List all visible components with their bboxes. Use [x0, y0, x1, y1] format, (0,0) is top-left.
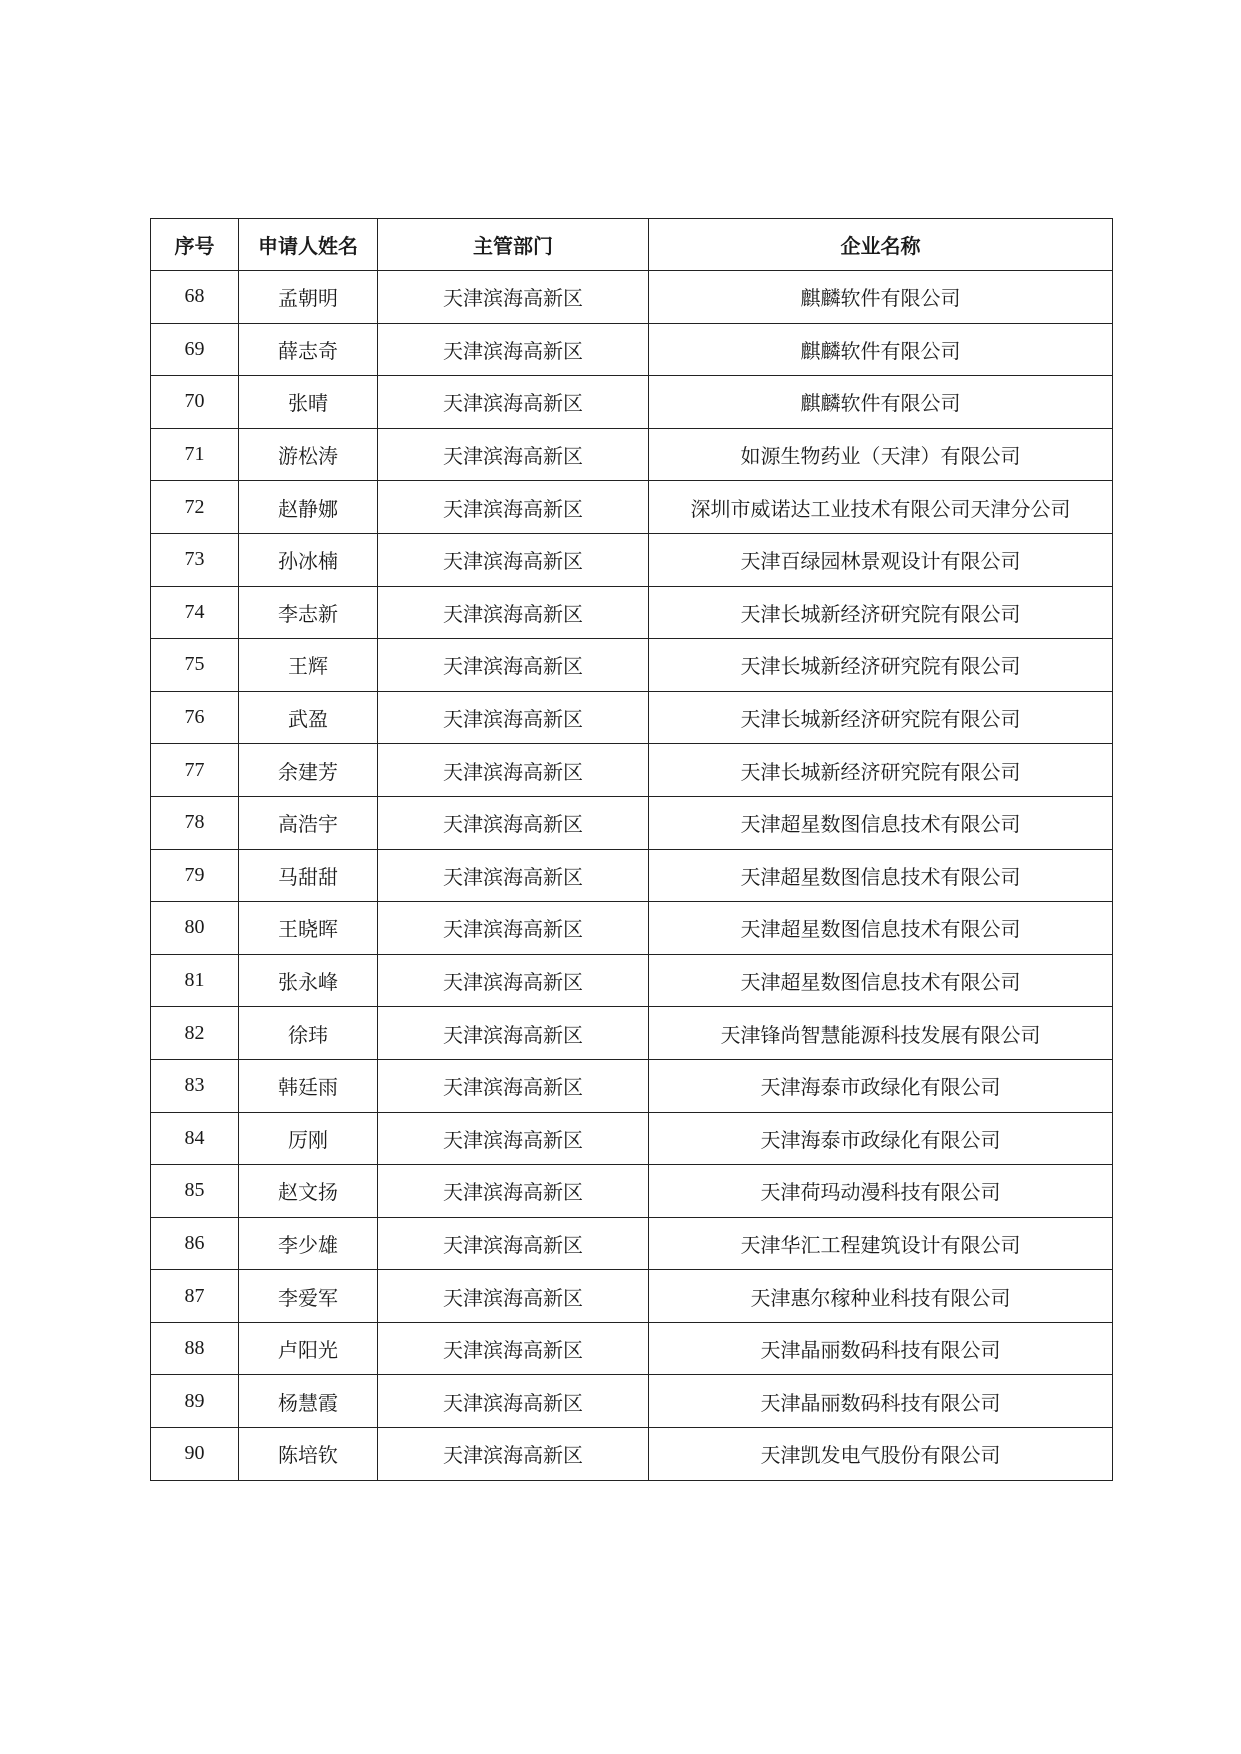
cell-company-name: 天津晶丽数码科技有限公司: [649, 1375, 1113, 1428]
cell-company-name: 麒麟软件有限公司: [649, 271, 1113, 324]
table-row: [151, 376, 1113, 429]
cell-serial-number: 72: [151, 481, 239, 534]
cell-serial-number: 74: [151, 586, 239, 639]
cell-company-name: 天津超星数图信息技术有限公司: [649, 954, 1113, 1007]
table-row: [151, 428, 1113, 481]
cell-applicant-name: 薛志奇: [239, 323, 378, 376]
cell-applicant-name: 孙冰楠: [239, 533, 378, 586]
table-row: [151, 323, 1113, 376]
cell-serial-number: 78: [151, 796, 239, 849]
cell-company-name: 天津长城新经济研究院有限公司: [649, 691, 1113, 744]
cell-department: 天津滨海高新区: [378, 691, 649, 744]
cell-department: 天津滨海高新区: [378, 744, 649, 797]
cell-company-name: 天津荷玛动漫科技有限公司: [649, 1165, 1113, 1218]
cell-applicant-name: 杨慧霞: [239, 1375, 378, 1428]
cell-serial-number: 89: [151, 1375, 239, 1428]
cell-company-name: 天津超星数图信息技术有限公司: [649, 849, 1113, 902]
cell-serial-number: 80: [151, 902, 239, 955]
cell-applicant-name: 张晴: [239, 376, 378, 429]
cell-department: 天津滨海高新区: [378, 481, 649, 534]
cell-company-name: 天津长城新经济研究院有限公司: [649, 639, 1113, 692]
cell-serial-number: 83: [151, 1059, 239, 1112]
cell-company-name: 深圳市威诺达工业技术有限公司天津分公司: [649, 481, 1113, 534]
cell-applicant-name: 卢阳光: [239, 1322, 378, 1375]
cell-department: 天津滨海高新区: [378, 586, 649, 639]
cell-applicant-name: 孟朝明: [239, 271, 378, 324]
cell-company-name: 天津超星数图信息技术有限公司: [649, 902, 1113, 955]
table-row: [151, 481, 1113, 534]
cell-applicant-name: 张永峰: [239, 954, 378, 1007]
cell-serial-number: 88: [151, 1322, 239, 1375]
table-row: [151, 1165, 1113, 1218]
table-row: [151, 639, 1113, 692]
cell-applicant-name: 武盈: [239, 691, 378, 744]
cell-department: 天津滨海高新区: [378, 1270, 649, 1323]
cell-applicant-name: 李爱军: [239, 1270, 378, 1323]
cell-serial-number: 69: [151, 323, 239, 376]
table-row: [151, 1428, 1113, 1481]
cell-applicant-name: 马甜甜: [239, 849, 378, 902]
cell-company-name: 天津海泰市政绿化有限公司: [649, 1059, 1113, 1112]
applicant-table: [150, 218, 1113, 1481]
cell-department: 天津滨海高新区: [378, 1112, 649, 1165]
table-body: [151, 271, 1113, 1481]
cell-company-name: 麒麟软件有限公司: [649, 323, 1113, 376]
cell-serial-number: 76: [151, 691, 239, 744]
cell-company-name: 天津超星数图信息技术有限公司: [649, 796, 1113, 849]
header-serial-number: 序号: [151, 219, 239, 271]
table-row: [151, 1059, 1113, 1112]
cell-serial-number: 86: [151, 1217, 239, 1270]
table-row: [151, 1270, 1113, 1323]
cell-company-name: 天津长城新经济研究院有限公司: [649, 744, 1113, 797]
cell-applicant-name: 李少雄: [239, 1217, 378, 1270]
cell-company-name: 天津晶丽数码科技有限公司: [649, 1322, 1113, 1375]
cell-serial-number: 87: [151, 1270, 239, 1323]
header-row: [151, 219, 1113, 271]
table-row: [151, 796, 1113, 849]
table-row: [151, 744, 1113, 797]
table-row: [151, 1112, 1113, 1165]
cell-serial-number: 85: [151, 1165, 239, 1218]
table-row: [151, 1322, 1113, 1375]
header-applicant-name: 申请人姓名: [239, 219, 378, 271]
header-department: 主管部门: [378, 219, 649, 271]
cell-company-name: 天津海泰市政绿化有限公司: [649, 1112, 1113, 1165]
table-row: [151, 586, 1113, 639]
cell-applicant-name: 赵文扬: [239, 1165, 378, 1218]
cell-applicant-name: 徐玮: [239, 1007, 378, 1060]
cell-serial-number: 73: [151, 533, 239, 586]
cell-serial-number: 84: [151, 1112, 239, 1165]
cell-department: 天津滨海高新区: [378, 1375, 649, 1428]
cell-department: 天津滨海高新区: [378, 376, 649, 429]
cell-applicant-name: 高浩宇: [239, 796, 378, 849]
cell-serial-number: 70: [151, 376, 239, 429]
cell-department: 天津滨海高新区: [378, 902, 649, 955]
cell-serial-number: 75: [151, 639, 239, 692]
cell-applicant-name: 王辉: [239, 639, 378, 692]
cell-department: 天津滨海高新区: [378, 533, 649, 586]
cell-serial-number: 68: [151, 271, 239, 324]
cell-applicant-name: 余建芳: [239, 744, 378, 797]
cell-department: 天津滨海高新区: [378, 428, 649, 481]
cell-serial-number: 82: [151, 1007, 239, 1060]
cell-department: 天津滨海高新区: [378, 849, 649, 902]
cell-department: 天津滨海高新区: [378, 323, 649, 376]
cell-company-name: 如源生物药业（天津）有限公司: [649, 428, 1113, 481]
cell-applicant-name: 王晓晖: [239, 902, 378, 955]
table-row: [151, 1375, 1113, 1428]
cell-department: 天津滨海高新区: [378, 1007, 649, 1060]
table-row: [151, 849, 1113, 902]
cell-department: 天津滨海高新区: [378, 796, 649, 849]
cell-applicant-name: 李志新: [239, 586, 378, 639]
cell-company-name: 天津长城新经济研究院有限公司: [649, 586, 1113, 639]
cell-serial-number: 77: [151, 744, 239, 797]
cell-department: 天津滨海高新区: [378, 954, 649, 1007]
cell-company-name: 麒麟软件有限公司: [649, 376, 1113, 429]
cell-company-name: 天津华汇工程建筑设计有限公司: [649, 1217, 1113, 1270]
cell-department: 天津滨海高新区: [378, 271, 649, 324]
table-row: [151, 1007, 1113, 1060]
cell-department: 天津滨海高新区: [378, 639, 649, 692]
table-row: [151, 691, 1113, 744]
cell-serial-number: 90: [151, 1428, 239, 1481]
cell-applicant-name: 韩廷雨: [239, 1059, 378, 1112]
cell-department: 天津滨海高新区: [378, 1059, 649, 1112]
cell-department: 天津滨海高新区: [378, 1165, 649, 1218]
cell-applicant-name: 厉刚: [239, 1112, 378, 1165]
table-header: [151, 219, 1113, 271]
table-row: [151, 902, 1113, 955]
header-company-name: 企业名称: [649, 219, 1113, 271]
cell-company-name: 天津锋尚智慧能源科技发展有限公司: [649, 1007, 1113, 1060]
cell-serial-number: 71: [151, 428, 239, 481]
table-row: [151, 954, 1113, 1007]
cell-department: 天津滨海高新区: [378, 1428, 649, 1481]
table-row: [151, 271, 1113, 324]
cell-serial-number: 79: [151, 849, 239, 902]
table-row: [151, 533, 1113, 586]
cell-applicant-name: 游松涛: [239, 428, 378, 481]
cell-company-name: 天津凯发电气股份有限公司: [649, 1428, 1113, 1481]
cell-department: 天津滨海高新区: [378, 1217, 649, 1270]
table-row: [151, 1217, 1113, 1270]
cell-company-name: 天津百绿园林景观设计有限公司: [649, 533, 1113, 586]
cell-applicant-name: 赵静娜: [239, 481, 378, 534]
cell-applicant-name: 陈培钦: [239, 1428, 378, 1481]
cell-company-name: 天津惠尔稼种业科技有限公司: [649, 1270, 1113, 1323]
cell-serial-number: 81: [151, 954, 239, 1007]
cell-department: 天津滨海高新区: [378, 1322, 649, 1375]
